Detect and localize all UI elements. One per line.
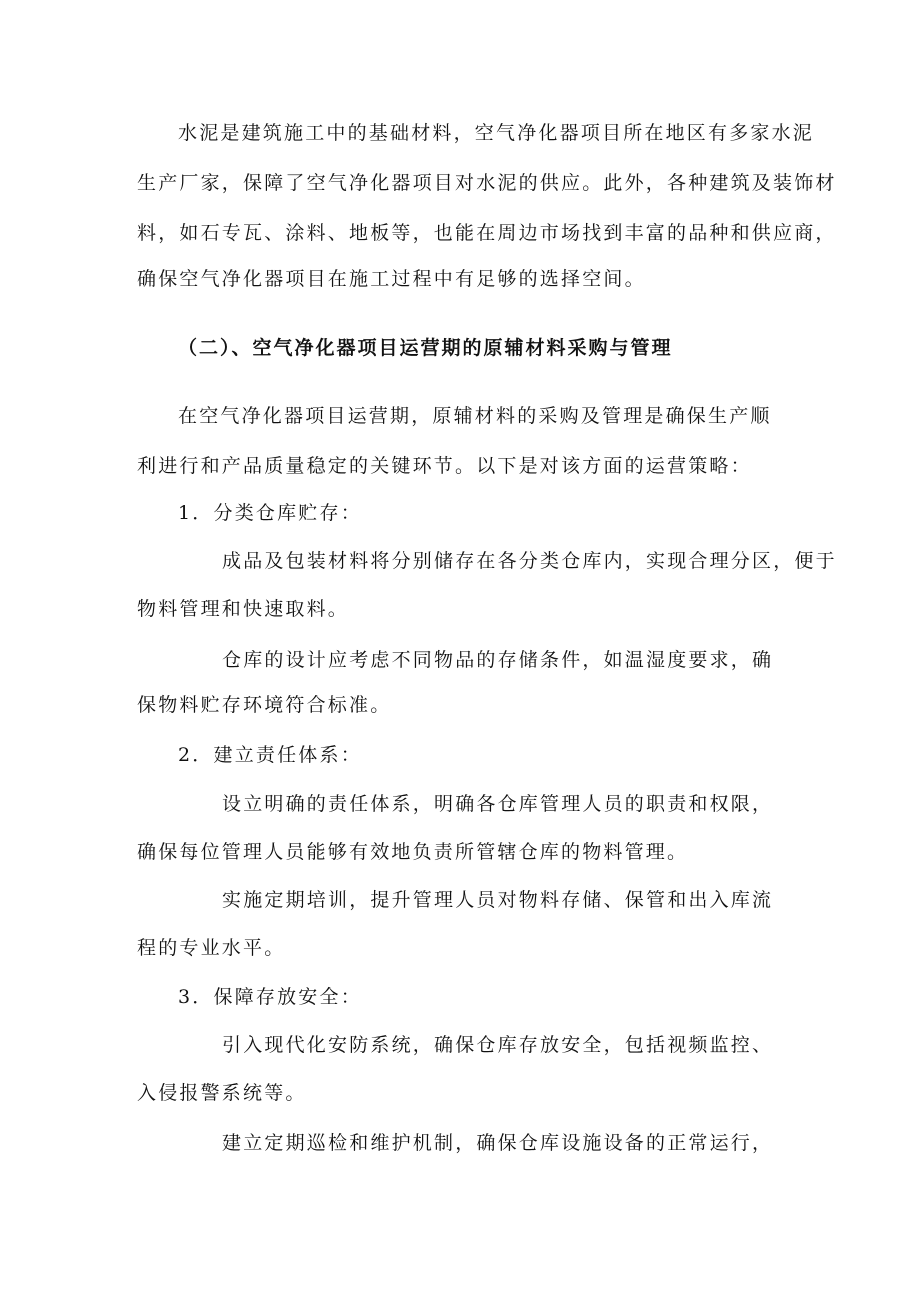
- text-line: 物料管理和快速取料。: [137, 598, 350, 620]
- text-line: 仓库的设计应考虑不同物品的存储条件，如温湿度要求，确: [222, 649, 774, 671]
- text-line: 保物料贮存环境符合标准。: [137, 694, 392, 716]
- text-line: 料，如石专瓦、涂料、地板等，也能在周边市场找到丰富的品种和供应商，: [137, 222, 837, 244]
- text-line: 确保每位管理人员能够有效地负责所管辖仓库的物料管理。: [137, 841, 689, 863]
- text-line: 程的专业水平。: [137, 937, 286, 959]
- text-line: 设立明确的责任体系，明确各仓库管理人员的职责和权限，: [222, 793, 774, 815]
- text-line: 利进行和产品质量稳定的关键环节。以下是对该方面的运营策略：: [137, 455, 752, 477]
- list-item-title: 1．分类仓库贮存：: [178, 502, 362, 524]
- text-line: 生产厂家，保障了空气净化器项目对水泥的供应。此外，各种建筑及装饰材: [137, 172, 837, 194]
- text-line: 水泥是建筑施工中的基础材料，空气净化器项目所在地区有多家水泥: [178, 122, 815, 144]
- text-line: 引入现代化安防系统，确保仓库存放安全，包括视频监控、: [222, 1034, 774, 1056]
- text-line: 成品及包装材料将分别储存在各分类仓库内，实现合理分区，便于: [222, 550, 837, 572]
- text-line: 实施定期培训，提升管理人员对物料存储、保管和出入库流: [222, 889, 774, 911]
- text-line: 确保空气净化器项目在施工过程中有足够的选择空间。: [137, 268, 646, 290]
- section-heading: （二）、空气净化器项目运营期的原辅材料采购与管理: [178, 337, 673, 359]
- text-line: 入侵报警系统等。: [137, 1082, 307, 1104]
- text-line: 建立定期巡检和维护机制，确保仓库设施设备的正常运行，: [222, 1132, 774, 1154]
- list-item-title: 3．保障存放安全：: [178, 986, 362, 1008]
- list-item-title: 2．建立责任体系：: [178, 744, 362, 766]
- text-line: 在空气净化器项目运营期，原辅材料的采购及管理是确保生产顺: [178, 405, 772, 427]
